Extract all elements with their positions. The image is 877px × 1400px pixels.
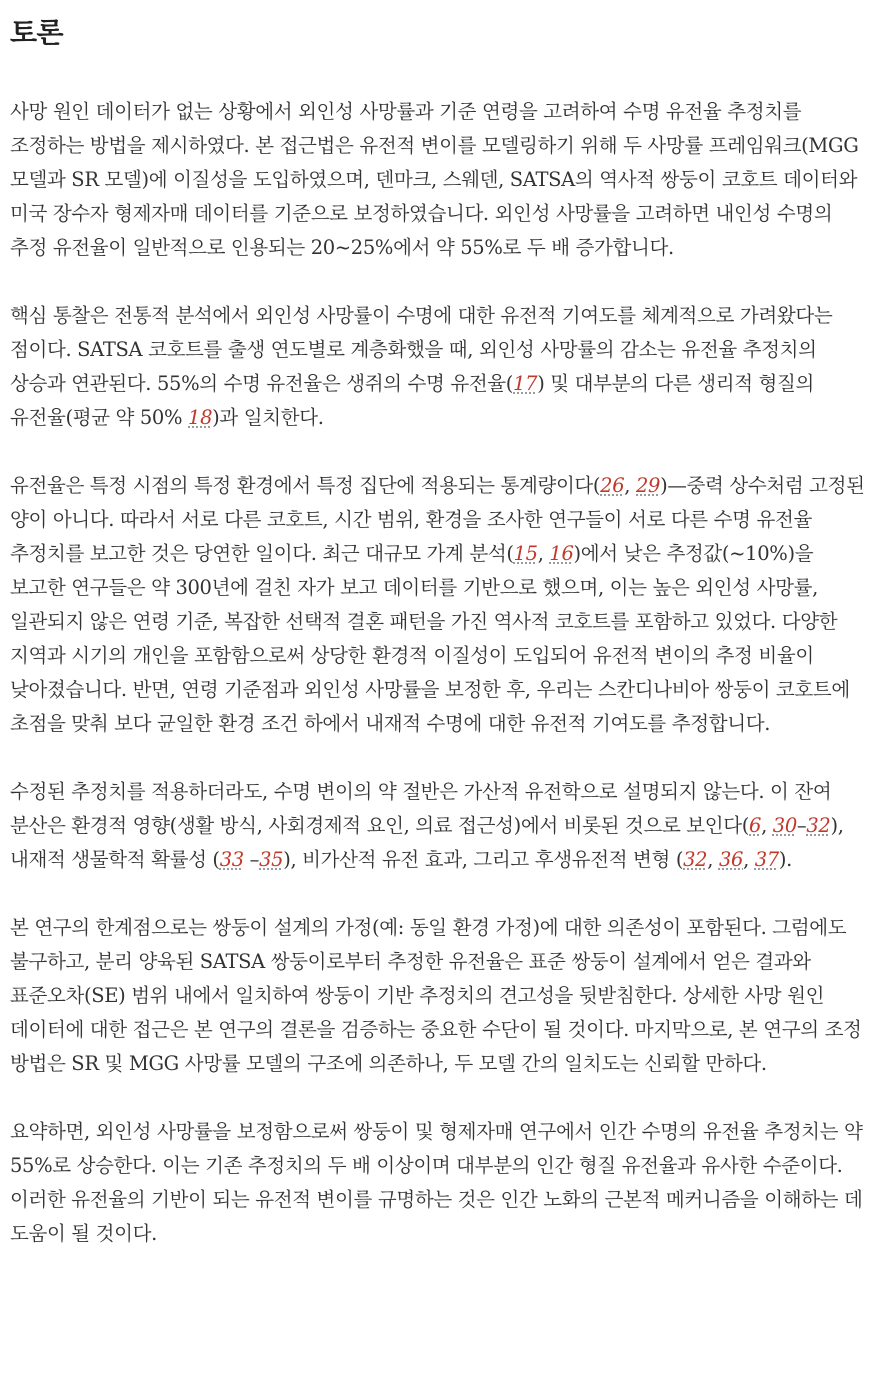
text-run: – <box>243 848 260 871</box>
paragraph <box>10 1115 868 1251</box>
section-heading: 토론 <box>10 16 64 49</box>
text-run: )에서 낮은 추정값(~10%)을 보고한 연구들은 약 300년에 걸친 자가 보고 데이터를 기반으로 했으며, 이는 높은 외인성 사망률, 일관되지 않은 연령 기준, 복잡한 선택적 결혼 패턴을 가진 역사적 코호트를 포함하고 있었다. 다양한 지역과 시기의 개인을 포함함으로써 상당한 환경적 이질성이 도입되어 유전적 변이의 추정 비율이 낮아졌습니다. 반면, 연령 기준점과 외인성 사망률을 보정한 후, 우리는 스칸디나비아 쌍둥이 코호트에 초점을 맞춰 보다 균일한 환경 조건 하에서 내재적 수명에 대한 유전적 기여도를 추정합니다. <box>10 542 850 735</box>
text-run: , <box>537 542 550 565</box>
citation-link[interactable]: 15 <box>513 542 538 565</box>
citation-link[interactable]: 37 <box>754 848 779 871</box>
text-run: 사망 원인 데이터가 없는 상황에서 외인성 사망률과 기준 연령을 고려하여 수명 유전율 추정치를 조정하는 방법을 제시하였다. 본 접근법은 유전적 변이를 모델링하기 위해 두 사망률 프레임워크(MGG 모델과 SR 모델)에 이질성을 도입하였으며, 덴마크, 스웨덴, SATSA의 역사적 쌍둥이 코호트 데이터와 미국 장수자 형제자매 데이터를 기준으로 보정하였습니다. 외인성 사망률을 고려하면 내인성 수명의 추정 유전율이 일반적으로 인용되는 20~25%에서 약 55%로 두 배 증가합니다. <box>10 100 859 259</box>
text-run: 본 연구의 한계점으로는 쌍둥이 설계의 가정(예: 동일 환경 가정)에 대한 의존성이 포함된다. 그럼에도 불구하고, 분리 양육된 SATSA 쌍둥이로부터 추정한 유전율은 표준 쌍둥이 설계에서 얻은 결과와 표준오차(SE) 범위 내에서 일치하여 쌍둥이 기반 추정치의 견고성을 뒷받침한다. 상세한 사망 원인 데이터에 대한 접근은 본 연구의 결론을 검증하는 중요한 수단이 될 것이다. 마지막으로, 본 연구의 조정 방법은 SR 및 MGG 사망률 모델의 구조에 의존하나, 두 모델 간의 일치도는 신뢰할 만하다. <box>10 916 862 1075</box>
text-run: , <box>624 474 636 497</box>
citation-link[interactable]: 29 <box>636 474 661 497</box>
text-run: 유전율은 특정 시점의 특정 환경에서 특정 집단에 적용되는 통계량이다( <box>10 474 601 497</box>
paragraph <box>10 299 868 435</box>
text-run: ), 내재적 생물학적 확률성 ( <box>10 814 844 871</box>
text-run: , <box>761 814 773 837</box>
citation-link[interactable]: 36 <box>718 848 744 871</box>
citation-link[interactable]: 16 <box>549 542 574 565</box>
citation-link[interactable]: 33 <box>219 848 244 871</box>
text-run: , <box>743 848 755 871</box>
paragraph <box>10 911 868 1081</box>
text-run: ), 비가산적 유전 효과, 그리고 후생유전적 변형 ( <box>283 848 684 871</box>
paragraph <box>10 95 868 265</box>
text-run: , <box>707 848 719 871</box>
citation-link[interactable]: 26 <box>600 474 625 497</box>
text-run: – <box>796 814 807 837</box>
text-run: 수정된 추정치를 적용하더라도, 수명 변이의 약 절반은 가산적 유전학으로 설명되지 않는다. 이 잔여 분산은 환경적 영향(생활 방식, 사회경제적 요인, 의료 접근성)에서 비롯된 것으로 보인다( <box>10 780 832 837</box>
text-run: 핵심 통찰은 전통적 분석에서 외인성 사망률이 수명에 대한 유전적 기여도를 체계적으로 가려왔다는 점이다. SATSA 코호트를 출생 연도별로 계층화했을 때, 외인성 사망률의 감소는 유전율 추정치의 상승과 연관된다. 55%의 수명 유전율은 생쥐의 수명 유전율( <box>10 304 833 395</box>
citation-link[interactable]: 30 <box>772 814 797 837</box>
citation-link[interactable]: 32 <box>683 848 708 871</box>
citation-link[interactable]: 17 <box>513 372 538 395</box>
citation-link[interactable]: 18 <box>188 406 213 429</box>
text-run: 요약하면, 외인성 사망률을 보정함으로써 쌍둥이 및 형제자매 연구에서 인간 수명의 유전율 추정치는 약 55%로 상승한다. 이는 기존 추정치의 두 배 이상이며 대부분의 인간 형질 유전율과 유사한 수준이다. 이러한 유전율의 기반이 되는 유전적 변이를 규명하는 것은 인간 노화의 근본적 메커니즘을 이해하는 데 도움이 될 것이다. <box>10 1120 863 1245</box>
text-run: ) 및 대부분의 다른 생리적 형질의 유전율(평균 약 50% <box>10 372 815 429</box>
text-run: ). <box>778 848 792 871</box>
paragraph <box>10 775 868 877</box>
citation-link[interactable]: 32 <box>806 814 831 837</box>
paragraph <box>10 469 868 741</box>
citation-link[interactable]: 6 <box>749 814 762 837</box>
text-run: )—중력 상수처럼 고정된 양이 아니다. 따라서 서로 다른 코호트, 시간 범위, 환경을 조사한 연구들이 서로 다른 수명 유전율 추정치를 보고한 것은 당연한 일이다. 최근 대규모 가계 분석( <box>10 474 865 565</box>
text-run: )과 일치한다. <box>212 406 324 429</box>
paragraph-list <box>10 95 868 1251</box>
citation-link[interactable]: 35 <box>259 848 284 871</box>
article-body <box>10 0 868 1251</box>
